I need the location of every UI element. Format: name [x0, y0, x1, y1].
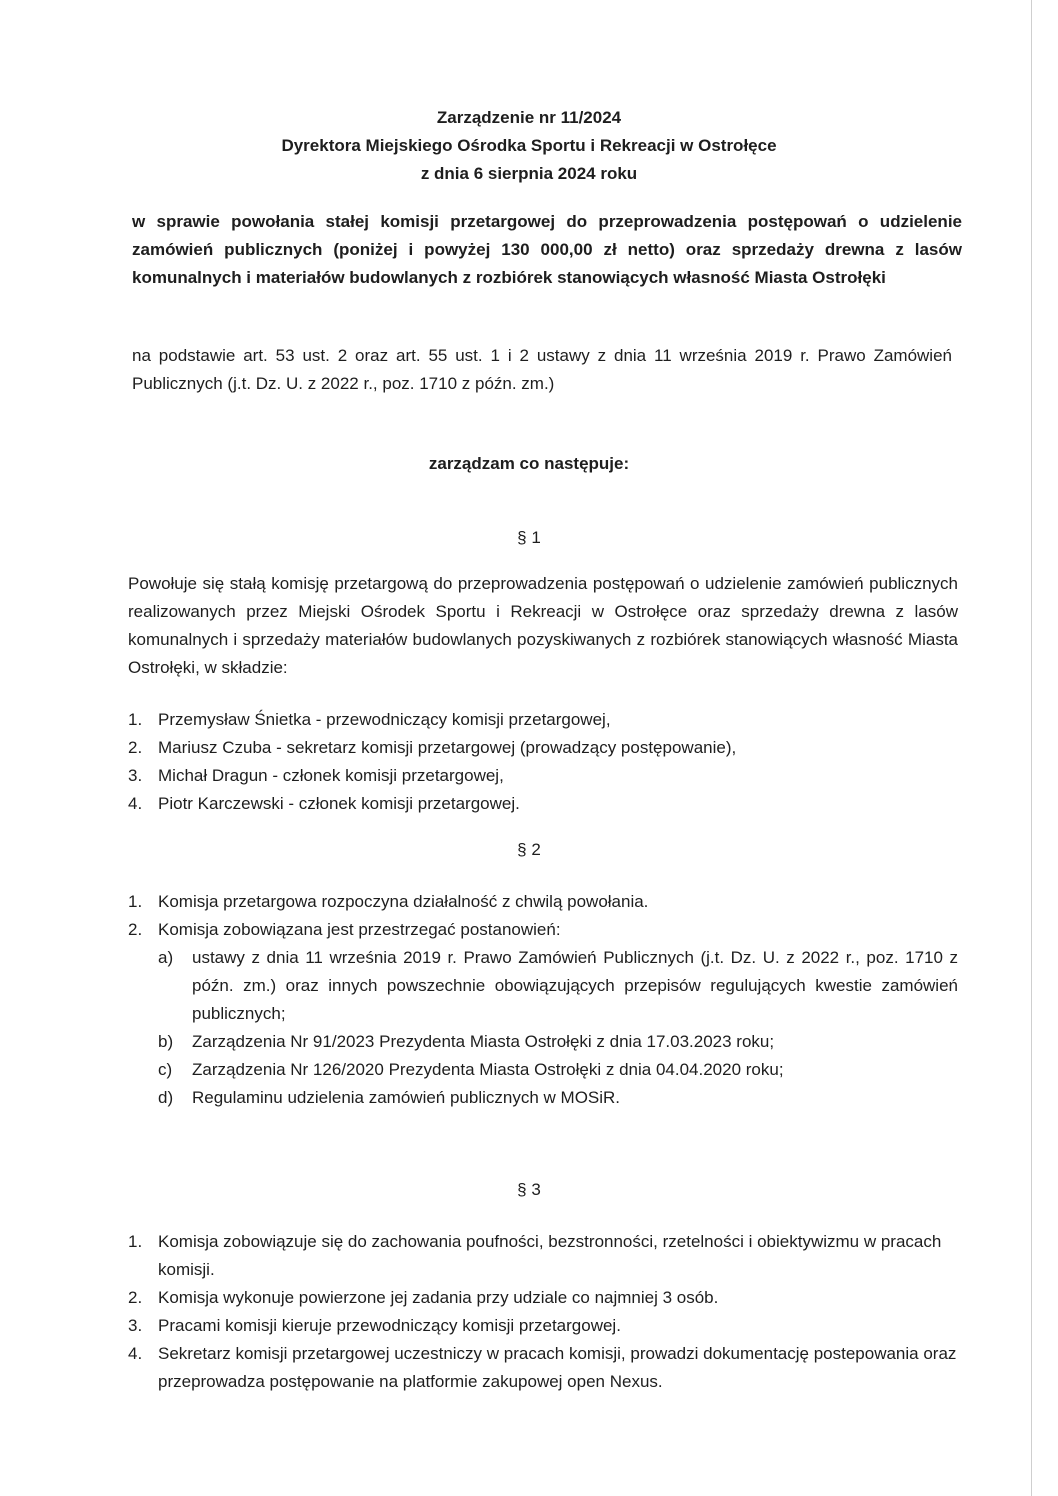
- section-2-sublist: [158, 944, 958, 1112]
- list-item: a) ustawy z dnia 11 września 2019 r. Prawo Zamówień Publicznych (j.t. Dz. U. z 2022 r., poz. 1710 z późn. zm.) oraz innych powszechnie obowiązujących przepisów regulujących kwestie zamówień publicznych;: [158, 948, 958, 1023]
- scan-edge-line: [1031, 0, 1032, 1496]
- list-item: c) Zarządzenia Nr 126/2020 Prezydenta Miasta Ostrołęki z dnia 04.04.2020 roku;: [158, 1060, 784, 1079]
- list-item: 1. Przemysław Śnietka - przewodniczący komisji przetargowej,: [128, 710, 611, 729]
- list-item: 2. Komisja wykonuje powierzone jej zadania przy udziale co najmniej 3 osób.: [128, 1288, 719, 1307]
- list-item: 2. Komisja zobowiązana jest przestrzegać postanowień: a) ustawy z dnia 11 września 2019 r. Prawo Zamówień Publicznych (j.t. Dz. U. z 2022 r., poz. 1710 z późn. zm.) oraz innych powszechnie obowiązujących przepisów regulujących kwestie zamówień publicznych; b) Zarządzenia Nr 91/2023 Prezydenta Miasta Ostrołęki z dnia 17.03.2023 roku; c) Zarządzenia Nr 126/2020 Prezydenta Miasta Ostrołęki z dnia 04.04.2020 roku; d) Regulaminu udzielenia zamówień publicznych w MOSiR.: [128, 916, 958, 1112]
- document-date: z dnia 6 sierpnia 2024 roku: [420, 164, 638, 183]
- legal-basis: na podstawie art. 53 ust. 2 oraz art. 55 ust. 1 i 2 ustawy z dnia 11 września 2019 r. Prawo Zamówień Publicznych (j.t. Dz. U. z 2022 r., poz. 1710 z późn. zm.): [132, 346, 952, 393]
- committee-members-list: [128, 706, 958, 818]
- list-item: 1. Komisja zobowiązuje się do zachowania poufności, bezstronności, rzetelności i obiektywizmu w pracach komisji.: [128, 1232, 942, 1279]
- section-2-list: [128, 888, 958, 1112]
- section-3-heading: § 3: [517, 1180, 541, 1199]
- section-1-text: Powołuje się stałą komisję przetargową do przeprowadzenia postępowań o udzielenie zamówień publicznych realizowanych przez Miejski Ośrodek Sportu i Rekreacji w Ostrołęce oraz sprzedaży drewna z lasów komunalnych i sprzedaży materiałów budowlanych pozyskiwanych z rozbiórek stanowiących własność Miasta Ostrołęki, w składzie:: [128, 574, 958, 677]
- section-1-heading: § 1: [517, 528, 541, 547]
- document-issuer: Dyrektora Miejskiego Ośrodka Sportu i Rekreacji w Ostrołęce: [281, 136, 777, 155]
- list-item: 1. Komisja przetargowa rozpoczyna działalność z chwilą powołania.: [128, 892, 649, 911]
- order-line: zarządzam co następuje:: [428, 454, 630, 473]
- list-item: 3. Pracami komisji kieruje przewodniczący komisji przetargowej.: [128, 1316, 621, 1335]
- list-item: 3. Michał Dragun - członek komisji przetargowej,: [128, 766, 504, 785]
- list-item: 4. Sekretarz komisji przetargowej uczestniczy w pracach komisji, prowadzi dokumentację postepowania oraz przeprowadza postępowanie na platformie zakupowej open Nexus.: [128, 1344, 957, 1391]
- section-2-heading: § 2: [517, 840, 541, 859]
- document-subject: w sprawie powołania stałej komisji przetargowej do przeprowadzenia postępowań o udzielenie zamówień publicznych (poniżej i powyżej 130 000,00 zł netto) oraz sprzedaży drewna z lasów komunalnych i materiałów budowlanych z rozbiórek stanowiących własność Miasta Ostrołęki: [132, 212, 962, 287]
- list-item: 2. Mariusz Czuba - sekretarz komisji przetargowej (prowadzący postępowanie),: [128, 738, 737, 757]
- list-item: b) Zarządzenia Nr 91/2023 Prezydenta Miasta Ostrołęki z dnia 17.03.2023 roku;: [158, 1032, 775, 1051]
- list-item: 4. Piotr Karczewski - członek komisji przetargowej.: [128, 794, 520, 813]
- list-item: d) Regulaminu udzielenia zamówień publicznych w MOSiR.: [158, 1088, 621, 1107]
- document-title: Zarządzenie nr 11/2024: [436, 108, 622, 127]
- section-3-list: [128, 1228, 958, 1396]
